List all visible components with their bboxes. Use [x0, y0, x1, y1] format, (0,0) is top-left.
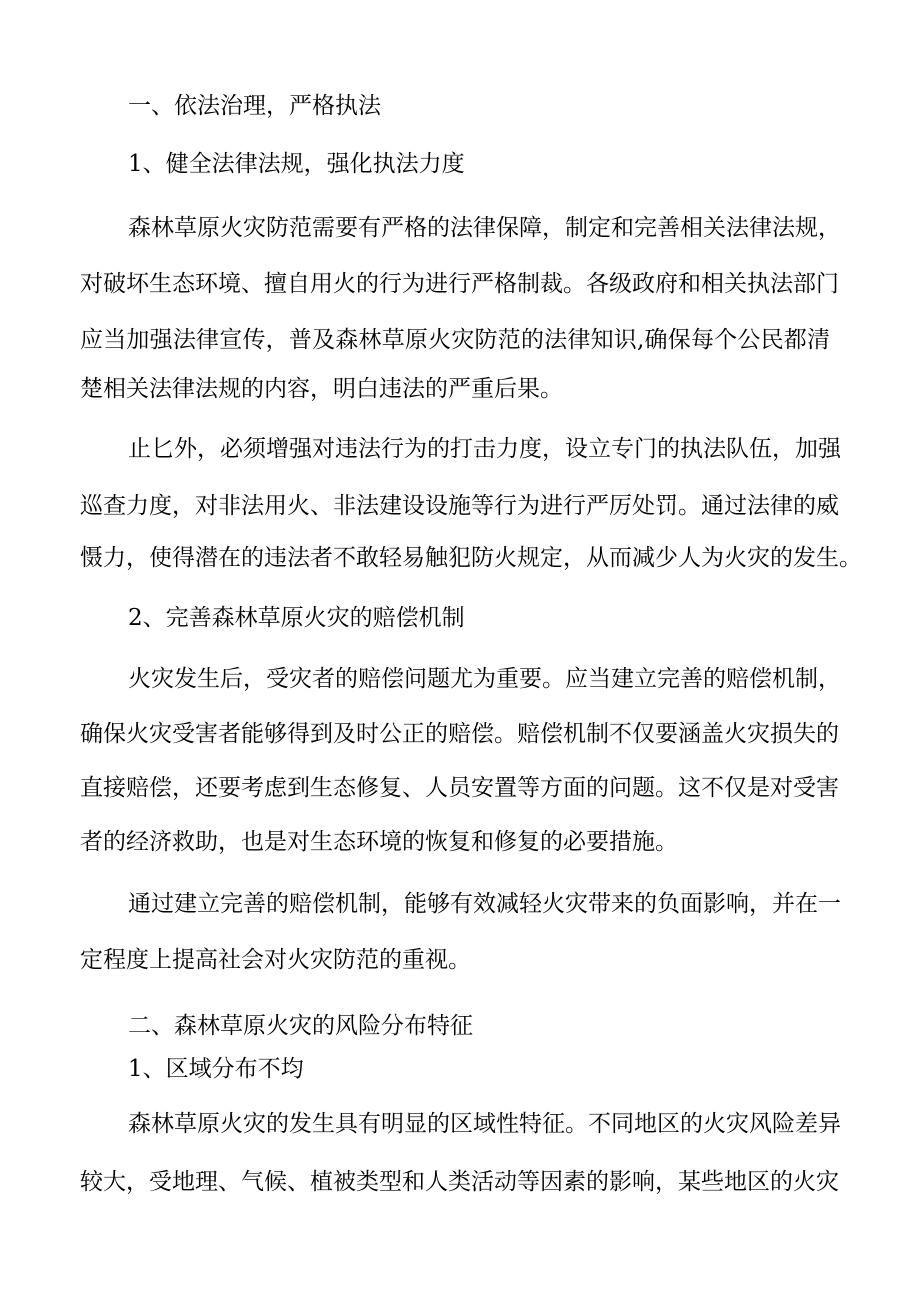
paragraph-line: 止匕外，必须增强对违法行为的打击力度，设立专门的执法队伍，加强	[128, 436, 841, 462]
paragraph-line: 森林草原火灾防范需要有严格的法律保障，制定和完善相关法律法规，	[128, 215, 841, 241]
paragraph-line: 对破坏生态环境、擅自用火的行为进行严格制裁。各级政府和相关执法部门	[80, 271, 839, 297]
paragraph-line: 确保火灾受害者能够得到及时公正的赔偿。赔偿机制不仅要涵盖火灾损失的	[80, 721, 839, 747]
paragraph-line: 森林草原火灾的发生具有明显的区域性特征。不同地区的火灾风险差异	[128, 1111, 841, 1137]
section-heading: 一、依法治理，严格执法	[128, 93, 381, 119]
paragraph-line: 直接赔偿，还要考虑到生态修复、人员安置等方面的问题。这不仅是对受害	[80, 775, 839, 801]
paragraph-line: 火灾发生后，受灾者的赔偿问题尤为重要。应当建立完善的赔偿机制，	[128, 666, 841, 692]
paragraph-line: 者的经济救助，也是对生态环境的恢复和修复的必要措施。	[80, 829, 678, 855]
paragraph-line: 应当加强法律宣传，普及森林草原火灾防范的法律知识,确保每个公民都清	[80, 327, 830, 353]
paragraph-line: 较大，受地理、气候、植被类型和人类活动等因素的影响，某些地区的火灾	[80, 1169, 839, 1195]
paragraph-line: 楚相关法律法规的内容，明白违法的严重后果。	[80, 376, 563, 402]
subsection-heading: 1、区域分布不均	[128, 1056, 304, 1082]
subsection-heading: 1、健全法律法规，强化执法力度	[128, 151, 465, 177]
subsection-heading: 2、完善森林草原火灾的赔偿机制	[128, 605, 465, 631]
paragraph-line: 定程度上提高社会对火灾防范的重视。	[80, 947, 471, 973]
paragraph-line: 巡查力度，对非法用火、非法建设设施等行为进行严厉处罚。通过法律的威	[80, 493, 839, 519]
paragraph-line: 通过建立完善的赔偿机制，能够有效减轻火灾带来的负面影响，并在一	[128, 891, 841, 917]
paragraph-line: 慑力，使得潜在的违法者不敢轻易触犯防火规定，从而减少人为火灾的发生。	[80, 545, 862, 571]
section-heading: 二、森林草原火灾的风险分布特征	[128, 1013, 473, 1039]
